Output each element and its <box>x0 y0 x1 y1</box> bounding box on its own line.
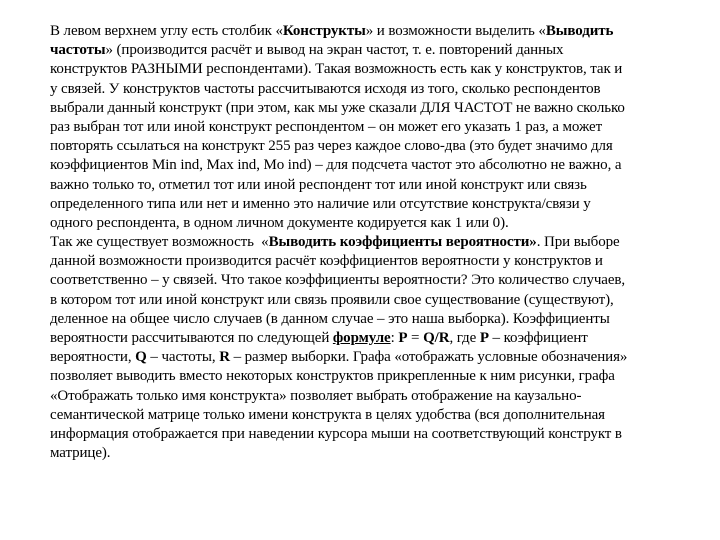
text-line-17 <box>50 329 678 348</box>
text-run: данной возможности производится расчёт коэффициентов вероятности у конструктов и <box>50 253 603 270</box>
text-run: » (производится расчёт и вывод на экран частот, т. е. повторений данных <box>105 42 564 59</box>
text-run: . При выборе <box>536 234 620 251</box>
text-run: P <box>398 330 408 346</box>
text-run: матрице). <box>50 445 111 462</box>
text-line-3 <box>50 60 678 79</box>
text-line-10 <box>50 195 678 214</box>
text-run: деленное на общее число случаев (в данном случае – это наша выборка). Коэффициенты <box>50 310 610 327</box>
text-run: – частоты, <box>146 349 220 366</box>
text-run: В левом верхнем углу есть столбик « <box>50 23 283 39</box>
text-run: Q/R <box>423 330 450 346</box>
text-line-15 <box>50 291 678 310</box>
text-run: определенного типа или нет и именно это наличие или отсутствие конструкта/связи у <box>50 195 591 212</box>
text-line-6 <box>50 118 678 137</box>
text-line-18 <box>50 348 678 367</box>
text-run: , где <box>449 330 480 346</box>
text-line-5 <box>50 99 678 118</box>
text-run: Q <box>135 349 147 366</box>
text-run: R <box>219 349 230 366</box>
text-line-7 <box>50 137 678 156</box>
text-line-8 <box>50 156 678 175</box>
text-run: : <box>390 330 399 346</box>
text-line-21 <box>50 406 678 425</box>
text-line-1 <box>50 22 678 41</box>
text-run: семантической матрице только имени конструкта в целях удобства (вся дополнительная <box>50 406 605 423</box>
text-run: Выводить <box>545 23 614 39</box>
text-run: в котором тот или иной конструкт или связь проявили свое существование (существуют), <box>50 291 614 308</box>
text-run: раз выбран тот или иной конструкт респондентом – он может его указать 1 раз, а может <box>50 118 603 135</box>
text-run: конструктов РАЗНЫМИ респондентами). Такая возможность есть как у конструктов, так и <box>50 61 623 78</box>
text-run: P <box>479 330 489 346</box>
text-line-2 <box>50 41 678 60</box>
text-line-12 <box>50 233 678 252</box>
text-run: » и возможности выделить « <box>365 23 546 39</box>
text-run: позволяет выводить вместо некоторых конструктов прикрепленные к ним рисунки, графа <box>50 368 615 385</box>
text-line-22 <box>50 425 678 444</box>
text-line-4 <box>50 80 678 99</box>
text-run: выбрали данный конструкт (при этом, как мы уже сказали ДЛЯ ЧАСТОТ не важно сколько <box>50 99 625 116</box>
document-body <box>50 22 678 463</box>
text-run: Конструкты <box>282 23 366 39</box>
text-line-11 <box>50 214 678 233</box>
text-run: повторять ссылаться на конструкт 255 раз через каждое слово-два (это будет значимо для <box>50 138 613 155</box>
text-run: частоты <box>50 42 106 59</box>
text-run: – коэффициент <box>488 330 588 346</box>
text-run: у связей. У конструктов частоты рассчитываются исходя из того, сколько респондентов <box>50 80 601 97</box>
text-line-23 <box>50 444 678 463</box>
text-run: Так же существует возможность « <box>50 234 269 251</box>
text-line-16 <box>50 310 678 329</box>
text-run: одного респондента, в одном личном документе кодируется как 1 или 0). <box>50 214 509 231</box>
text-line-13 <box>50 252 678 271</box>
text-run: коэффициентов Min ind, Max ind, Mo ind) – для подсчета частот это абсолютно не важно, а <box>50 157 622 174</box>
text-run: формуле <box>332 330 391 346</box>
text-run: = <box>407 330 424 346</box>
text-run: «Отображать только имя конструкта» позволяет выбрать отображение на каузально- <box>50 387 582 404</box>
text-line-20 <box>50 387 678 406</box>
text-run: важно только то, отметил тот или иной респондент тот или иной конструкт или связь <box>50 176 587 193</box>
text-run: информация отображается при наведении курсора мыши на соответствующий конструкт в <box>50 425 622 442</box>
text-run: вероятности рассчитываются по следующей <box>50 330 333 346</box>
text-run: Выводить коэффициенты вероятности» <box>268 234 537 251</box>
text-run: соответственно – у связей. Что такое коэффициенты вероятности? Это количество случаев, <box>50 272 626 289</box>
text-line-9 <box>50 176 678 195</box>
text-line-14 <box>50 271 678 290</box>
text-run: вероятности, <box>50 349 136 366</box>
text-line-19 <box>50 367 678 386</box>
text-run: – размер выборки. Графа «отображать условные обозначения» <box>229 349 628 366</box>
